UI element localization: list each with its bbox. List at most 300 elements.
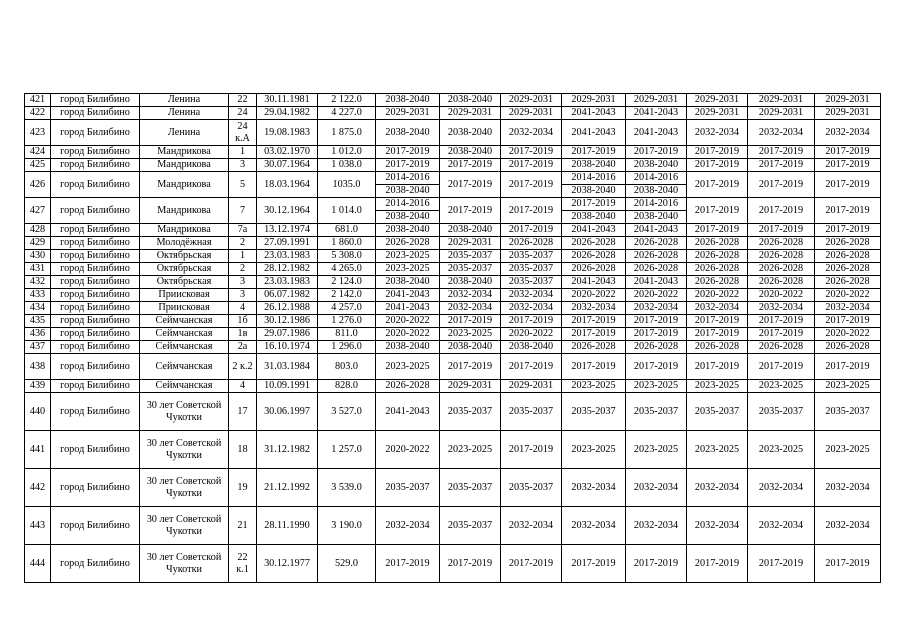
house-number-cell: 21	[229, 507, 257, 545]
street-cell: Сеймчанская	[140, 380, 229, 393]
city-cell: город Билибино	[51, 393, 140, 431]
table-row	[25, 328, 881, 341]
period-cell: 2017-2019	[501, 315, 562, 328]
house-number-cell: 1	[229, 250, 257, 263]
table-row	[25, 172, 881, 198]
period-cell: 2026-2028	[748, 341, 815, 354]
row-number: 437	[25, 341, 51, 354]
period-cell: 2023-2025	[562, 380, 626, 393]
city-cell: город Билибино	[51, 341, 140, 354]
period-cell: 2017-2019	[748, 545, 815, 583]
commission-date-cell: 29.04.1982	[257, 107, 318, 120]
row-number: 439	[25, 380, 51, 393]
period-cell: 2026-2028	[687, 237, 748, 250]
row-number: 428	[25, 224, 51, 237]
commission-date-cell: 31.03.1984	[257, 354, 318, 380]
period-cell: 2017-2019	[687, 545, 748, 583]
period-cell: 2020-2022	[748, 289, 815, 302]
period-cell: 2026-2028	[815, 237, 881, 250]
period-cell: 2017-2019	[748, 172, 815, 198]
house-number-cell: 3	[229, 159, 257, 172]
street-cell: Мандрикова	[140, 159, 229, 172]
period-cell: 2038-2040	[376, 341, 440, 354]
row-number: 424	[25, 146, 51, 159]
period-cell: 2017-2019	[748, 328, 815, 341]
area-cell: 1 257.0	[318, 431, 376, 469]
period-cell: 2017-2019	[687, 172, 748, 198]
city-cell: город Билибино	[51, 107, 140, 120]
area-cell: 1 038.0	[318, 159, 376, 172]
house-number-cell: 2а	[229, 341, 257, 354]
table-row	[25, 545, 881, 583]
commission-date-cell: 29.07.1986	[257, 328, 318, 341]
period-cell: 2023-2025	[815, 431, 881, 469]
period-cell: 2032-2034	[687, 120, 748, 146]
row-number: 425	[25, 159, 51, 172]
city-cell: город Билибино	[51, 146, 140, 159]
period-cell: 2017-2019	[376, 159, 440, 172]
period-cell: 2026-2028	[815, 341, 881, 354]
period-cell: 2017-2019	[626, 545, 687, 583]
period-cell: 2017-2019	[815, 198, 881, 224]
period-cell: 2017-2019	[687, 159, 748, 172]
period-cell: 2023-2025	[376, 250, 440, 263]
area-cell: 1035.0	[318, 172, 376, 198]
house-number-cell: 22 к.1	[229, 545, 257, 583]
table-row	[25, 393, 881, 431]
table-row	[25, 276, 881, 289]
period-value: 2038-2040	[562, 184, 625, 197]
city-cell: город Билибино	[51, 120, 140, 146]
period-cell: 2041-2043	[562, 224, 626, 237]
row-number: 430	[25, 250, 51, 263]
period-cell: 2023-2025	[440, 431, 501, 469]
period-value: 2014-2016	[633, 172, 679, 183]
period-value: 2014-2016	[571, 172, 616, 183]
period-split	[626, 198, 686, 223]
period-cell: 2029-2031	[440, 237, 501, 250]
commission-date-cell: 03.02.1970	[257, 146, 318, 159]
period-cell: 2035-2037	[440, 393, 501, 431]
period-cell: 2017-2019	[815, 146, 881, 159]
area-cell: 681.0	[318, 224, 376, 237]
street-cell: Сеймчанская	[140, 315, 229, 328]
area-cell: 4 257.0	[318, 302, 376, 315]
period-cell: 2029-2031	[376, 107, 440, 120]
period-cell: 2026-2028	[376, 380, 440, 393]
street-cell: Молодёжная	[140, 237, 229, 250]
period-cell: 2026-2028	[687, 341, 748, 354]
period-cell: 2041-2043	[626, 120, 687, 146]
row-number: 431	[25, 263, 51, 276]
period-cell: 2017-2019	[501, 354, 562, 380]
period-cell: 2023-2025	[440, 328, 501, 341]
period-cell: 2029-2031	[815, 107, 881, 120]
period-cell: 2026-2028	[626, 263, 687, 276]
period-cell: 2026-2028	[687, 263, 748, 276]
period-cell: 2017-2019	[501, 198, 562, 224]
period-cell: 2026-2028	[748, 237, 815, 250]
period-cell: 2035-2037	[501, 276, 562, 289]
city-cell: город Билибино	[51, 250, 140, 263]
period-cell: 2032-2034	[562, 469, 626, 507]
period-cell: 2017-2019	[440, 198, 501, 224]
period-value: 2038-2040	[626, 210, 686, 223]
period-cell: 2017-2019	[562, 545, 626, 583]
street-cell: 30 лет Советской Чукотки	[140, 469, 229, 507]
street-cell: Сеймчанская	[140, 328, 229, 341]
house-number-cell: 3	[229, 289, 257, 302]
period-cell: 2020-2022	[376, 315, 440, 328]
period-cell: 2038-2040	[440, 224, 501, 237]
house-number-cell: 18	[229, 431, 257, 469]
table-row	[25, 431, 881, 469]
period-cell: 2023-2025	[687, 431, 748, 469]
commission-date-cell: 18.03.1964	[257, 172, 318, 198]
street-cell: Сеймчанская	[140, 341, 229, 354]
house-number-cell: 2 к.2	[229, 354, 257, 380]
commission-date-cell: 30.12.1977	[257, 545, 318, 583]
area-cell: 2 124.0	[318, 276, 376, 289]
house-number-cell: 5	[229, 172, 257, 198]
period-split-cell	[626, 172, 687, 198]
document-page	[24, 93, 881, 583]
period-cell: 2017-2019	[815, 545, 881, 583]
period-cell: 2017-2019	[501, 431, 562, 469]
area-cell: 1 012.0	[318, 146, 376, 159]
period-cell: 2020-2022	[562, 289, 626, 302]
row-number: 438	[25, 354, 51, 380]
period-cell: 2023-2025	[376, 263, 440, 276]
city-cell: город Билибино	[51, 172, 140, 198]
period-cell: 2038-2040	[376, 276, 440, 289]
table-row	[25, 263, 881, 276]
period-cell: 2032-2034	[626, 469, 687, 507]
city-cell: город Билибино	[51, 198, 140, 224]
period-split	[626, 172, 686, 197]
row-number: 421	[25, 94, 51, 107]
period-cell: 2035-2037	[562, 393, 626, 431]
period-cell: 2029-2031	[687, 107, 748, 120]
street-cell: Мандрикова	[140, 224, 229, 237]
period-cell: 2032-2034	[748, 469, 815, 507]
row-number: 441	[25, 431, 51, 469]
street-cell: Приисковая	[140, 289, 229, 302]
house-number-cell: 7	[229, 198, 257, 224]
row-number: 432	[25, 276, 51, 289]
area-cell: 828.0	[318, 380, 376, 393]
period-cell: 2041-2043	[376, 302, 440, 315]
city-cell: город Билибино	[51, 159, 140, 172]
period-cell: 2032-2034	[501, 289, 562, 302]
period-cell: 2017-2019	[562, 146, 626, 159]
period-cell: 2017-2019	[562, 354, 626, 380]
period-cell: 2017-2019	[626, 315, 687, 328]
house-number-cell: 1б	[229, 315, 257, 328]
street-cell: Сеймчанская	[140, 354, 229, 380]
street-cell: 30 лет Советской Чукотки	[140, 507, 229, 545]
table-row	[25, 341, 881, 354]
street-cell: 30 лет Советской Чукотки	[140, 431, 229, 469]
period-cell: 2026-2028	[815, 250, 881, 263]
period-split	[376, 198, 439, 223]
period-split-cell	[376, 172, 440, 198]
street-cell: Ленина	[140, 107, 229, 120]
commission-date-cell: 28.11.1990	[257, 507, 318, 545]
area-cell: 803.0	[318, 354, 376, 380]
city-cell: город Билибино	[51, 237, 140, 250]
row-number: 423	[25, 120, 51, 146]
period-cell: 2035-2037	[440, 469, 501, 507]
period-cell: 2020-2022	[815, 289, 881, 302]
period-split-cell	[562, 198, 626, 224]
period-cell: 2032-2034	[748, 120, 815, 146]
period-cell: 2017-2019	[501, 146, 562, 159]
period-cell: 2017-2019	[562, 328, 626, 341]
period-cell: 2017-2019	[440, 545, 501, 583]
street-cell: Приисковая	[140, 302, 229, 315]
period-cell: 2029-2031	[748, 94, 815, 107]
period-cell: 2026-2028	[748, 276, 815, 289]
table-row	[25, 354, 881, 380]
period-cell: 2020-2022	[687, 289, 748, 302]
period-cell: 2026-2028	[748, 263, 815, 276]
period-cell: 2017-2019	[815, 354, 881, 380]
area-cell: 4 265.0	[318, 263, 376, 276]
period-cell: 2035-2037	[687, 393, 748, 431]
period-cell: 2029-2031	[687, 94, 748, 107]
period-cell: 2026-2028	[562, 237, 626, 250]
table-row	[25, 289, 881, 302]
period-cell: 2032-2034	[815, 302, 881, 315]
street-cell: Мандрикова	[140, 198, 229, 224]
house-number-cell: 17	[229, 393, 257, 431]
period-cell: 2029-2031	[626, 94, 687, 107]
period-cell: 2023-2025	[562, 431, 626, 469]
period-cell: 2020-2022	[815, 328, 881, 341]
period-split	[562, 172, 625, 197]
period-cell: 2041-2043	[376, 393, 440, 431]
period-cell: 2017-2019	[626, 354, 687, 380]
period-value: 2014-2016	[385, 172, 430, 183]
house-number-cell: 7а	[229, 224, 257, 237]
period-cell: 2020-2022	[376, 328, 440, 341]
period-cell: 2017-2019	[501, 159, 562, 172]
period-cell: 2041-2043	[626, 107, 687, 120]
period-cell: 2038-2040	[440, 276, 501, 289]
period-cell: 2032-2034	[562, 507, 626, 545]
period-cell: 2032-2034	[687, 507, 748, 545]
area-cell: 4 227.0	[318, 107, 376, 120]
street-cell: Ленина	[140, 94, 229, 107]
period-cell: 2020-2022	[626, 289, 687, 302]
period-cell: 2026-2028	[626, 250, 687, 263]
period-cell: 2035-2037	[501, 263, 562, 276]
period-cell: 2032-2034	[376, 507, 440, 545]
house-number-cell: 4	[229, 302, 257, 315]
period-cell: 2038-2040	[376, 224, 440, 237]
table-row	[25, 507, 881, 545]
period-split	[376, 172, 439, 197]
commission-date-cell: 26.12.1988	[257, 302, 318, 315]
period-cell: 2017-2019	[748, 224, 815, 237]
period-cell: 2032-2034	[748, 302, 815, 315]
house-number-cell: 24	[229, 107, 257, 120]
area-cell: 1 296.0	[318, 341, 376, 354]
period-cell: 2029-2031	[501, 107, 562, 120]
period-cell: 2035-2037	[440, 507, 501, 545]
period-value: 2017-2019	[571, 198, 616, 209]
area-cell: 811.0	[318, 328, 376, 341]
period-cell: 2017-2019	[687, 198, 748, 224]
city-cell: город Билибино	[51, 354, 140, 380]
table-row	[25, 107, 881, 120]
period-split-cell	[376, 198, 440, 224]
period-cell: 2017-2019	[626, 328, 687, 341]
period-cell: 2017-2019	[815, 159, 881, 172]
period-value: 2014-2016	[385, 198, 430, 209]
table-row	[25, 237, 881, 250]
period-cell: 2017-2019	[687, 354, 748, 380]
period-split-cell	[626, 198, 687, 224]
period-cell: 2026-2028	[562, 263, 626, 276]
street-cell: 30 лет Советской Чукотки	[140, 545, 229, 583]
period-cell: 2017-2019	[687, 146, 748, 159]
period-value: 2038-2040	[562, 210, 625, 223]
commission-date-cell: 19.08.1983	[257, 120, 318, 146]
row-number: 429	[25, 237, 51, 250]
commission-date-cell: 28.12.1982	[257, 263, 318, 276]
period-cell: 2029-2031	[562, 94, 626, 107]
house-number-cell: 3	[229, 276, 257, 289]
period-cell: 2035-2037	[501, 393, 562, 431]
commission-date-cell: 13.12.1974	[257, 224, 318, 237]
period-cell: 2017-2019	[440, 172, 501, 198]
city-cell: город Билибино	[51, 289, 140, 302]
house-number-cell: 4	[229, 380, 257, 393]
row-number: 436	[25, 328, 51, 341]
period-cell: 2026-2028	[376, 237, 440, 250]
table-row	[25, 315, 881, 328]
period-cell: 2017-2019	[815, 315, 881, 328]
row-number: 427	[25, 198, 51, 224]
street-cell: Октябрьская	[140, 250, 229, 263]
period-cell: 2032-2034	[626, 302, 687, 315]
table-row	[25, 120, 881, 146]
period-cell: 2017-2019	[562, 315, 626, 328]
house-number-cell: 22	[229, 94, 257, 107]
period-cell: 2017-2019	[626, 146, 687, 159]
area-cell: 1 276.0	[318, 315, 376, 328]
street-cell: Ленина	[140, 120, 229, 146]
period-cell: 2017-2019	[748, 146, 815, 159]
period-cell: 2017-2019	[748, 315, 815, 328]
period-split-cell	[562, 172, 626, 198]
row-number: 433	[25, 289, 51, 302]
table-row	[25, 469, 881, 507]
period-cell: 2032-2034	[687, 469, 748, 507]
period-cell: 2032-2034	[440, 289, 501, 302]
period-cell: 2023-2025	[815, 380, 881, 393]
commission-date-cell: 30.06.1997	[257, 393, 318, 431]
commission-date-cell: 30.11.1981	[257, 94, 318, 107]
commission-date-cell: 27.09.1991	[257, 237, 318, 250]
commission-date-cell: 23.03.1983	[257, 276, 318, 289]
period-cell: 2023-2025	[626, 380, 687, 393]
period-split	[562, 198, 625, 223]
period-cell: 2017-2019	[376, 146, 440, 159]
area-cell: 3 527.0	[318, 393, 376, 431]
city-cell: город Билибино	[51, 315, 140, 328]
city-cell: город Билибино	[51, 276, 140, 289]
period-cell: 2032-2034	[748, 507, 815, 545]
period-cell: 2029-2031	[440, 107, 501, 120]
period-cell: 2023-2025	[687, 380, 748, 393]
period-cell: 2035-2037	[376, 469, 440, 507]
period-cell: 2032-2034	[501, 507, 562, 545]
period-cell: 2023-2025	[748, 431, 815, 469]
period-cell: 2017-2019	[687, 224, 748, 237]
period-cell: 2035-2037	[440, 263, 501, 276]
row-number: 442	[25, 469, 51, 507]
period-cell: 2026-2028	[687, 250, 748, 263]
period-cell: 2032-2034	[815, 507, 881, 545]
street-cell: Мандрикова	[140, 146, 229, 159]
house-number-cell: 1	[229, 146, 257, 159]
area-cell: 3 190.0	[318, 507, 376, 545]
commission-date-cell: 31.12.1982	[257, 431, 318, 469]
period-cell: 2026-2028	[815, 276, 881, 289]
area-cell: 1 875.0	[318, 120, 376, 146]
period-cell: 2038-2040	[501, 341, 562, 354]
row-number: 435	[25, 315, 51, 328]
house-number-cell: 2	[229, 237, 257, 250]
period-cell: 2032-2034	[501, 120, 562, 146]
period-cell: 2035-2037	[748, 393, 815, 431]
period-cell: 2038-2040	[376, 94, 440, 107]
period-value: 2014-2016	[633, 198, 679, 209]
period-value: 2038-2040	[626, 184, 686, 197]
period-cell: 2032-2034	[501, 302, 562, 315]
period-cell: 2029-2031	[815, 94, 881, 107]
area-cell: 1 014.0	[318, 198, 376, 224]
period-cell: 2017-2019	[440, 354, 501, 380]
row-number: 426	[25, 172, 51, 198]
row-number: 443	[25, 507, 51, 545]
period-cell: 2023-2025	[376, 354, 440, 380]
period-cell: 2035-2037	[440, 250, 501, 263]
period-cell: 2017-2019	[748, 159, 815, 172]
period-cell: 2026-2028	[626, 237, 687, 250]
street-cell: Октябрьская	[140, 276, 229, 289]
house-number-cell: 19	[229, 469, 257, 507]
period-cell: 2017-2019	[815, 172, 881, 198]
city-cell: город Билибино	[51, 263, 140, 276]
period-cell: 2017-2019	[376, 545, 440, 583]
period-cell: 2038-2040	[376, 120, 440, 146]
commission-date-cell: 30.12.1964	[257, 198, 318, 224]
row-number: 440	[25, 393, 51, 431]
period-cell: 2041-2043	[562, 276, 626, 289]
period-cell: 2023-2025	[748, 380, 815, 393]
period-cell: 2032-2034	[562, 302, 626, 315]
row-number: 434	[25, 302, 51, 315]
period-cell: 2029-2031	[501, 380, 562, 393]
period-cell: 2017-2019	[748, 198, 815, 224]
period-cell: 2032-2034	[815, 120, 881, 146]
period-cell: 2041-2043	[626, 224, 687, 237]
table-row	[25, 250, 881, 263]
